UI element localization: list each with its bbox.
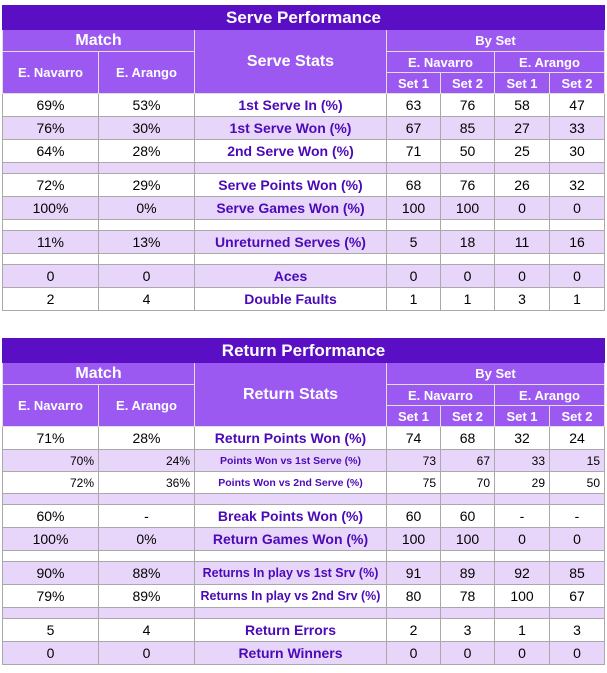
set-value: 80 <box>387 585 441 608</box>
match-p2-value: 4 <box>99 619 195 642</box>
stat-label: Break Points Won (%) <box>195 505 387 528</box>
match-p1-value: 100% <box>3 197 99 220</box>
serve-match-header: Match <box>3 30 195 52</box>
match-p2-value: 89% <box>99 585 195 608</box>
serve-match-player2: E. Arango <box>99 52 195 94</box>
table-row <box>3 117 605 140</box>
match-p2-value: 13% <box>99 231 195 254</box>
serve-stats-header: Serve Stats <box>195 30 387 94</box>
set-value: 0 <box>550 642 605 665</box>
set-value: 2 <box>387 619 441 642</box>
set-value: 11 <box>495 231 550 254</box>
set-value: 0 <box>441 642 495 665</box>
stat-label: Return Errors <box>195 619 387 642</box>
table-row <box>3 427 605 450</box>
match-p1-value: 72% <box>3 174 99 197</box>
serve-p1-set1-header: Set 1 <box>387 73 441 94</box>
set-value: 78 <box>441 585 495 608</box>
return-performance-table <box>2 338 605 665</box>
set-value: 73 <box>387 450 441 472</box>
stat-label: Return Points Won (%) <box>195 427 387 450</box>
serve-title: Serve Performance <box>3 6 605 30</box>
match-p2-value: 4 <box>99 288 195 311</box>
table-row <box>3 265 605 288</box>
set-value: 60 <box>441 505 495 528</box>
stat-label: Return Winners <box>195 642 387 665</box>
match-p1-value: 76% <box>3 117 99 140</box>
set-value: 29 <box>495 472 550 494</box>
set-value: 3 <box>441 619 495 642</box>
match-p2-value: 28% <box>99 140 195 163</box>
match-p1-value: 2 <box>3 288 99 311</box>
serve-p2-set1-header: Set 1 <box>495 73 550 94</box>
match-p1-value: 70% <box>3 450 99 472</box>
return-title: Return Performance <box>3 339 605 363</box>
set-value: 25 <box>495 140 550 163</box>
set-value: 1 <box>550 288 605 311</box>
stat-label: Points Won vs 2nd Serve (%) <box>195 472 387 494</box>
set-value: 67 <box>387 117 441 140</box>
table-row <box>3 197 605 220</box>
stat-label: Serve Points Won (%) <box>195 174 387 197</box>
set-value: 33 <box>550 117 605 140</box>
serve-performance-panel <box>2 5 604 311</box>
set-value: 63 <box>387 94 441 117</box>
return-performance-panel <box>2 338 604 665</box>
set-value: 76 <box>441 174 495 197</box>
set-value: 47 <box>550 94 605 117</box>
set-value: 91 <box>387 562 441 585</box>
set-value: 0 <box>550 197 605 220</box>
match-p1-value: 64% <box>3 140 99 163</box>
set-value: 24 <box>550 427 605 450</box>
return-match-player1: E. Navarro <box>3 385 99 427</box>
return-byset-header: By Set <box>387 363 605 385</box>
stat-label: 1st Serve Won (%) <box>195 117 387 140</box>
set-value: 0 <box>495 642 550 665</box>
set-value: 0 <box>495 265 550 288</box>
serve-byset-header: By Set <box>387 30 605 52</box>
stat-label: 1st Serve In (%) <box>195 94 387 117</box>
match-p2-value: 24% <box>99 450 195 472</box>
stat-label: Serve Games Won (%) <box>195 197 387 220</box>
match-p1-value: 60% <box>3 505 99 528</box>
return-p1-set2-header: Set 2 <box>441 406 495 427</box>
spacer-row <box>3 254 605 265</box>
match-p2-value: 28% <box>99 427 195 450</box>
table-row <box>3 505 605 528</box>
table-row <box>3 562 605 585</box>
set-value: 0 <box>387 642 441 665</box>
set-value: 3 <box>495 288 550 311</box>
set-value: 92 <box>495 562 550 585</box>
table-row <box>3 642 605 665</box>
match-p1-value: 69% <box>3 94 99 117</box>
set-value: 100 <box>387 528 441 551</box>
set-value: 32 <box>495 427 550 450</box>
set-value: 76 <box>441 94 495 117</box>
spacer-row <box>3 494 605 505</box>
set-value: 30 <box>550 140 605 163</box>
return-match-player2: E. Arango <box>99 385 195 427</box>
match-p2-value: 0 <box>99 265 195 288</box>
set-value: 27 <box>495 117 550 140</box>
set-value: 16 <box>550 231 605 254</box>
set-value: - <box>495 505 550 528</box>
set-value: 67 <box>441 450 495 472</box>
table-row <box>3 450 605 472</box>
set-value: 32 <box>550 174 605 197</box>
spacer-row <box>3 220 605 231</box>
match-p2-value: 0% <box>99 528 195 551</box>
stat-label: Points Won vs 1st Serve (%) <box>195 450 387 472</box>
set-value: 26 <box>495 174 550 197</box>
set-value: 68 <box>441 427 495 450</box>
set-value: 89 <box>441 562 495 585</box>
match-p1-value: 79% <box>3 585 99 608</box>
return-p1-set1-header: Set 1 <box>387 406 441 427</box>
match-p1-value: 100% <box>3 528 99 551</box>
match-p2-value: 36% <box>99 472 195 494</box>
table-row <box>3 140 605 163</box>
match-p1-value: 90% <box>3 562 99 585</box>
stat-label: Aces <box>195 265 387 288</box>
set-value: 50 <box>550 472 605 494</box>
stat-label: Double Faults <box>195 288 387 311</box>
set-value: 60 <box>387 505 441 528</box>
set-value: 68 <box>387 174 441 197</box>
match-p1-value: 0 <box>3 265 99 288</box>
serve-byset-player1: E. Navarro <box>387 52 495 73</box>
spacer-row <box>3 551 605 562</box>
return-match-header: Match <box>3 363 195 385</box>
stat-label: Unreturned Serves (%) <box>195 231 387 254</box>
set-value: 18 <box>441 231 495 254</box>
serve-match-player1: E. Navarro <box>3 52 99 94</box>
match-p1-value: 0 <box>3 642 99 665</box>
set-value: 0 <box>495 528 550 551</box>
set-value: 0 <box>441 265 495 288</box>
set-value: 70 <box>441 472 495 494</box>
set-value: 0 <box>387 265 441 288</box>
set-value: 85 <box>441 117 495 140</box>
set-value: 74 <box>387 427 441 450</box>
table-row <box>3 94 605 117</box>
set-value: 100 <box>441 197 495 220</box>
set-value: 75 <box>387 472 441 494</box>
stat-label: 2nd Serve Won (%) <box>195 140 387 163</box>
return-byset-player2: E. Arango <box>495 385 605 406</box>
stat-label: Returns In play vs 2nd Srv (%) <box>195 585 387 608</box>
match-p2-value: 53% <box>99 94 195 117</box>
match-p2-value: 0% <box>99 197 195 220</box>
return-p2-set1-header: Set 1 <box>495 406 550 427</box>
set-value: - <box>550 505 605 528</box>
serve-byset-player2: E. Arango <box>495 52 605 73</box>
match-p2-value: 88% <box>99 562 195 585</box>
set-value: 0 <box>550 265 605 288</box>
table-row <box>3 472 605 494</box>
match-p2-value: - <box>99 505 195 528</box>
set-value: 50 <box>441 140 495 163</box>
match-p2-value: 29% <box>99 174 195 197</box>
match-p1-value: 11% <box>3 231 99 254</box>
table-row <box>3 231 605 254</box>
set-value: 1 <box>441 288 495 311</box>
serve-performance-table <box>2 5 605 311</box>
match-p1-value: 72% <box>3 472 99 494</box>
serve-p1-set2-header: Set 2 <box>441 73 495 94</box>
stat-label: Return Games Won (%) <box>195 528 387 551</box>
serve-p2-set2-header: Set 2 <box>550 73 605 94</box>
set-value: 58 <box>495 94 550 117</box>
set-value: 67 <box>550 585 605 608</box>
table-row <box>3 288 605 311</box>
spacer-row <box>3 608 605 619</box>
table-row <box>3 619 605 642</box>
return-stats-header: Return Stats <box>195 363 387 427</box>
return-byset-player1: E. Navarro <box>387 385 495 406</box>
table-row <box>3 528 605 551</box>
set-value: 3 <box>550 619 605 642</box>
table-row <box>3 174 605 197</box>
match-p2-value: 0 <box>99 642 195 665</box>
match-p2-value: 30% <box>99 117 195 140</box>
match-p1-value: 71% <box>3 427 99 450</box>
table-row <box>3 585 605 608</box>
set-value: 0 <box>550 528 605 551</box>
set-value: 1 <box>495 619 550 642</box>
set-value: 15 <box>550 450 605 472</box>
set-value: 0 <box>495 197 550 220</box>
return-p2-set2-header: Set 2 <box>550 406 605 427</box>
set-value: 5 <box>387 231 441 254</box>
match-p1-value: 5 <box>3 619 99 642</box>
spacer-row <box>3 163 605 174</box>
set-value: 100 <box>495 585 550 608</box>
stat-label: Returns In play vs 1st Srv (%) <box>195 562 387 585</box>
set-value: 33 <box>495 450 550 472</box>
set-value: 1 <box>387 288 441 311</box>
set-value: 85 <box>550 562 605 585</box>
set-value: 100 <box>387 197 441 220</box>
set-value: 100 <box>441 528 495 551</box>
set-value: 71 <box>387 140 441 163</box>
